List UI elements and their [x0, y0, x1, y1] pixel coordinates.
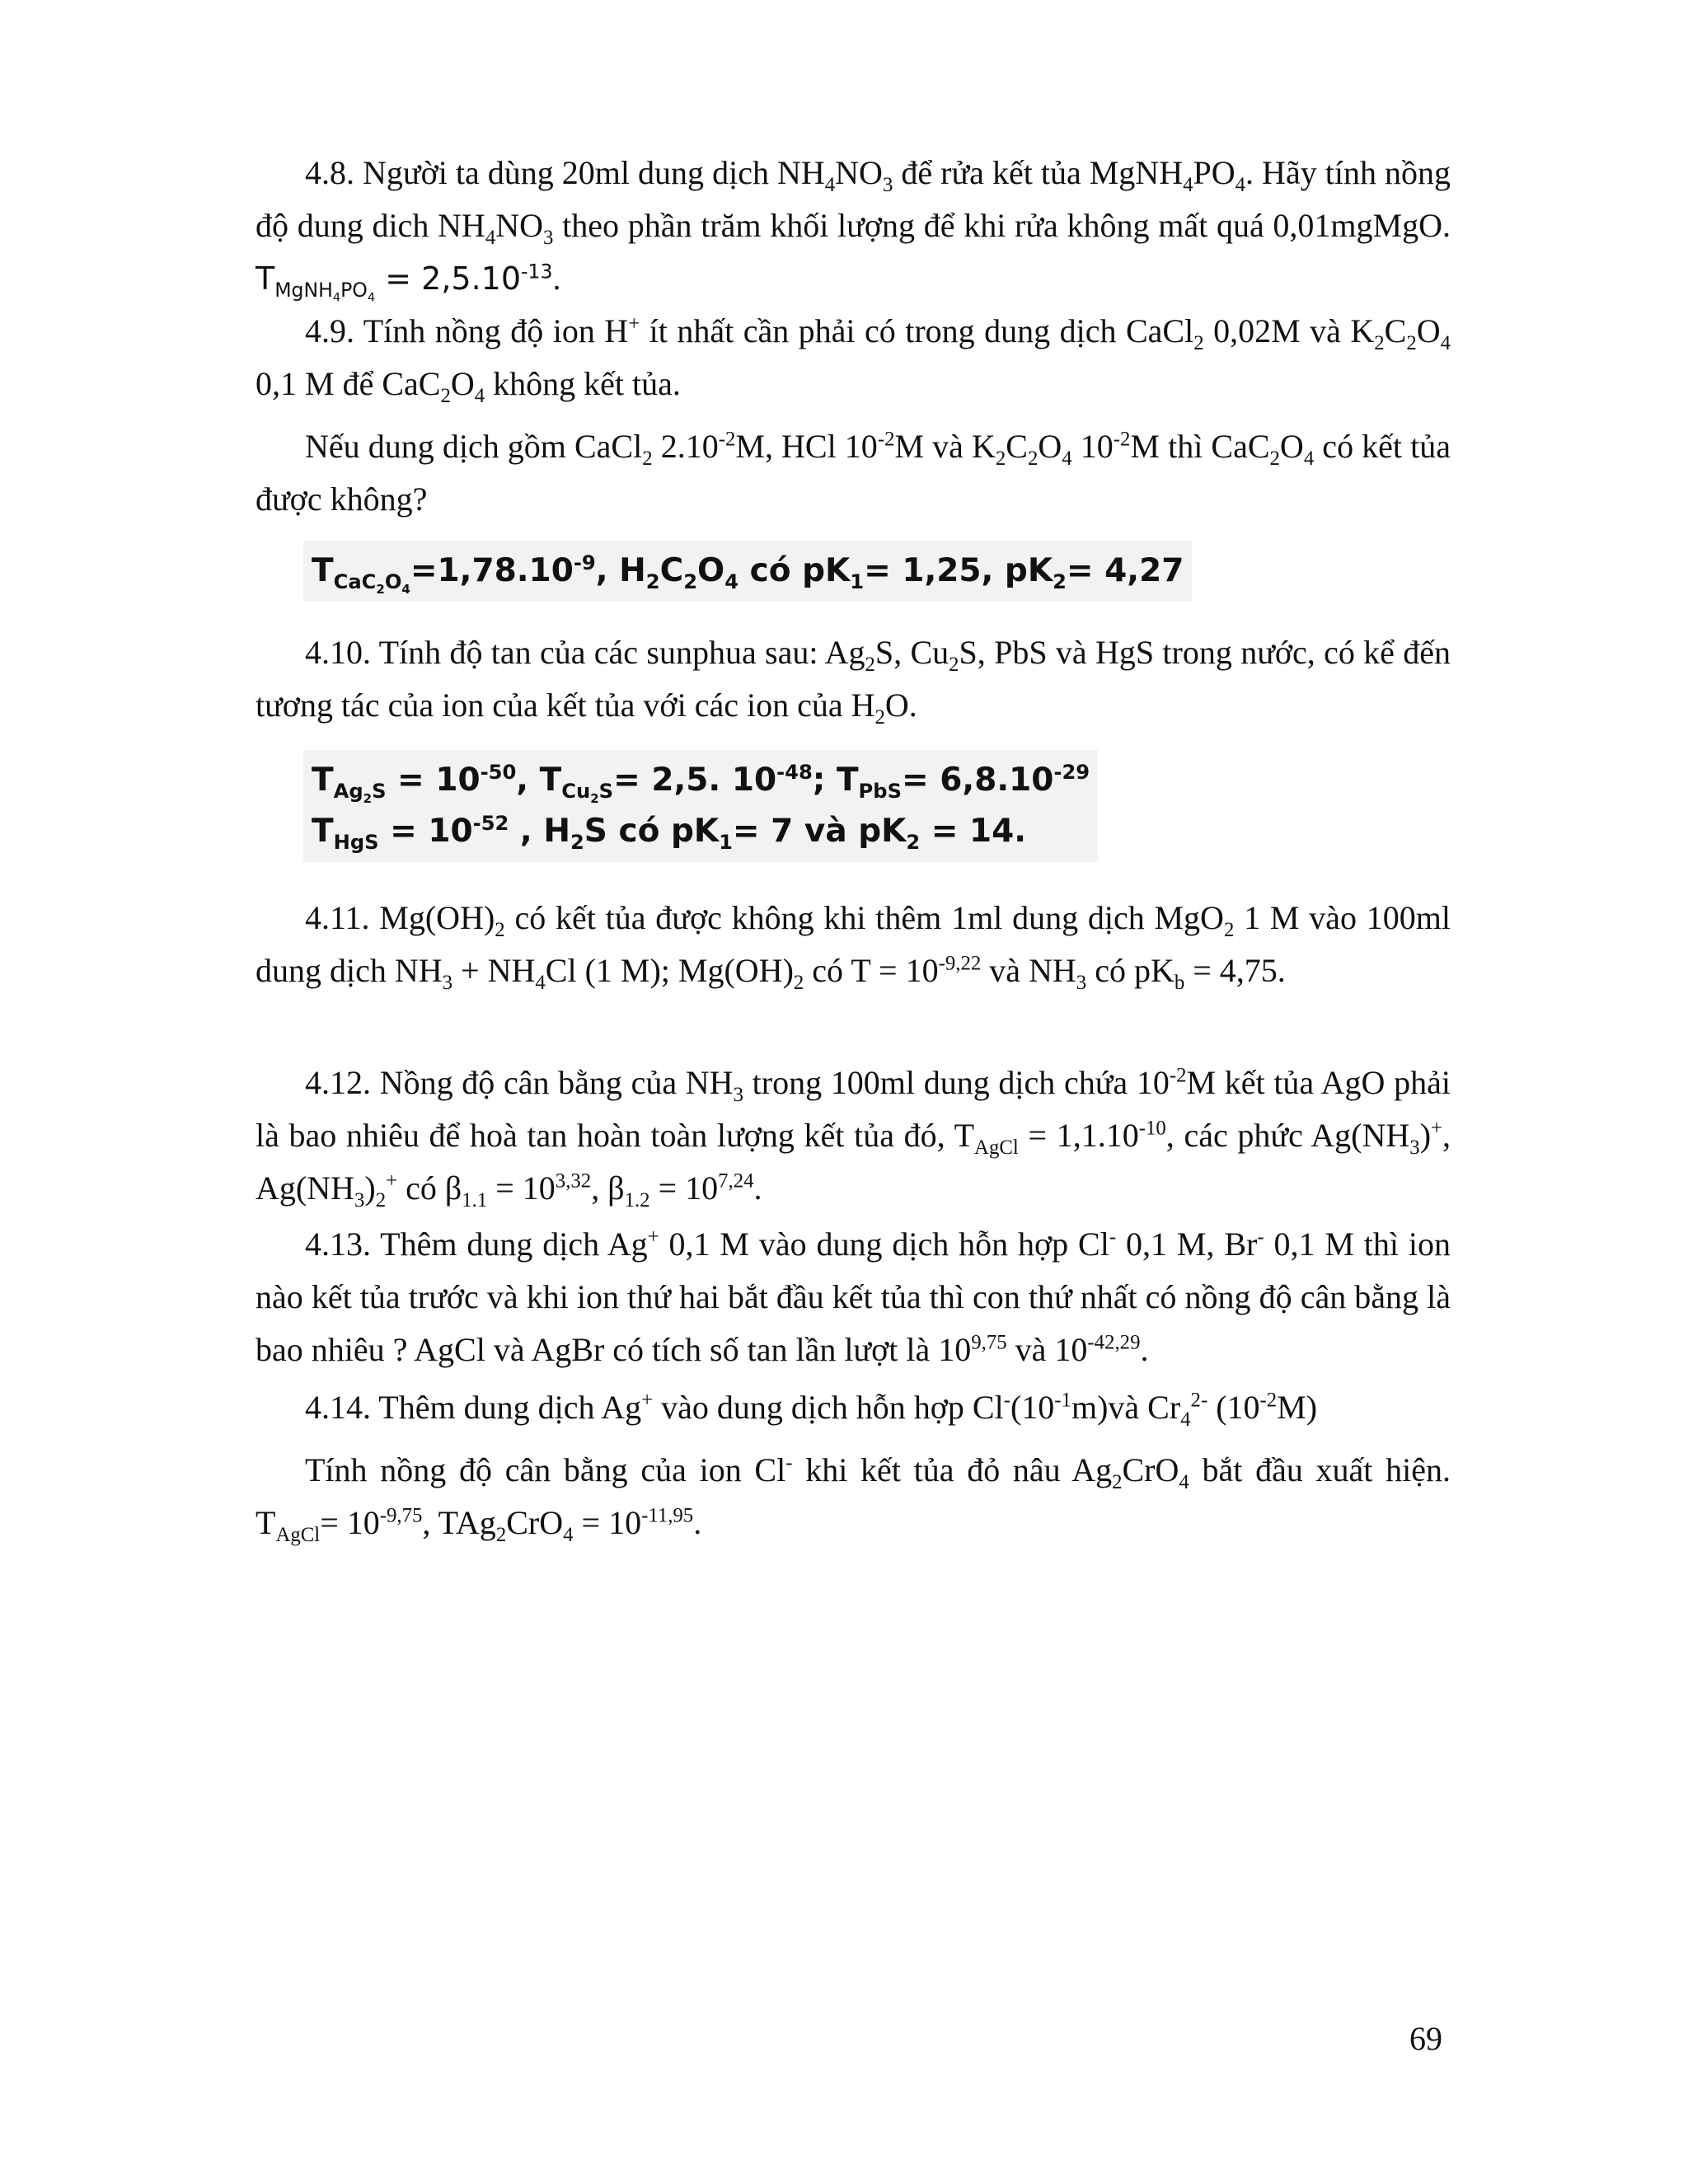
problem-4-12: 4.12. Nồng độ cân bằng của $NH_3$ trong 100ml dung dịch chứa $10^{-2}M$ kết tủa AgO phải là bao nhiêu để hoà tan hoàn toàn lượng kết tủa đó, $T_{AgCl} = 1,1.10^{-10}$, các phức $Ag(NH_3)^+$, $Ag(NH_3)_2^+$ có $\beta_{1.1} = 10^{3,32}$, $\beta_{1.2} = 10^{7,24}$. [256, 1064, 1451, 1212]
problem-4-14-part-b: Tính nồng độ cân bằng của ion Cl- khi kết tủa đỏ nâu $Ag_2CrO_4$ bắt đầu xuất hiện. $T_{AgCl}= 10^{-9,75}$, $TAg_2CrO_4 = 10^{-11,95}$. [256, 1451, 1451, 1546]
problem-4-13: 4.13. Thêm dung dịch Ag+ 0,1 M vào dung dịch hỗn hợp Cl- 0,1 M, Br- 0,1 M thì ion nào kết tủa trước và khi ion thứ hai bắt đầu kết tủa thì con thứ nhất có nồng độ cân bằng là bao nhiêu ? AgCl và AgBr có tích số tan lần lượt là 10$^{9,75}$ và $10^{-42,29}$. [256, 1226, 1451, 1368]
constants-block-4-10: $T_{Ag_2S} = 10^{-50}$, $T_{Cu_2S}= 2,5$. $10^{-48}$; $T_{PbS}= 6,8.10^{-29}$ $T_{HgS} = 10^{-52}$ , $H_2S$ có $pK_1= 7$ và $pK_2 = 14$. [303, 750, 1098, 862]
page-number: 69 [1409, 2020, 1442, 2057]
problem-4-11: 4.11. $Mg(OH)_2$ có kết tủa được không khi thêm 1ml dung dịch MgO$_2$ 1 M vào 100ml dung dịch $NH_3 + NH_4Cl$ (1 M); $Mg(OH)_2$ có $T = 10^{-9,22}$ và $NH_3$ có $pK_b = 4,75$. [256, 899, 1451, 994]
problem-4-9-part-b: Nếu dung dịch gồm CaCl$_2$ $2.10^{-2}M$, HCl $10^{-2}M$ và $K_2C_2O_4$ $10^{-2}M$ thì $CaC_2O_4$ có kết tủa được không? [256, 428, 1451, 518]
solubility-product-formula: $T_{MgNH_4PO_4} = 2,5.10^{-13}$ [256, 260, 553, 305]
problem-4-10: 4.10. Tính độ tan của các sunphua sau: $Ag_2S$, $Cu_2S$, PbS và HgS trong nước, có kể đến tương tác của ion của kết tủa với các ion của $H_2O$. [256, 634, 1451, 729]
constants-block-4-9: $T_{CaC_2O_4}=1,78.10^{-9}$, $H_2C_2O_4$ có $pK_1= 1,25$, $pK_2= 4,27$ [303, 541, 1192, 602]
problem-4-9: 4.9. Tính nồng độ ion H+ ít nhất cần phải có trong dung dịch CaCl$_2$ 0,02M và $K_2C_2O_4$ 0,1 M để $CaC_2O_4$ không kết tủa. [256, 312, 1451, 407]
problem-4-8: 4.8. Người ta dùng 20ml dung dịch $NH_4NO_3$ để rửa kết tủa $MgNH_4PO_4$. Hãy tính nồng độ dung dich $NH_4NO_3$ theo phần trăm khối lượng để khi rửa không mất quá 0,01mgMgO. $T_{MgNH_4PO_4} = 2,5.10^{-13}$. [256, 154, 1451, 305]
problem-4-14: 4.14. Thêm dung dịch Ag+ vào dung dịch hỗn hợp $Cl^-(10^{-1}m)và$ $Cr_4^{2-}$ $(10^{-2}M)$ [305, 1389, 1318, 1431]
